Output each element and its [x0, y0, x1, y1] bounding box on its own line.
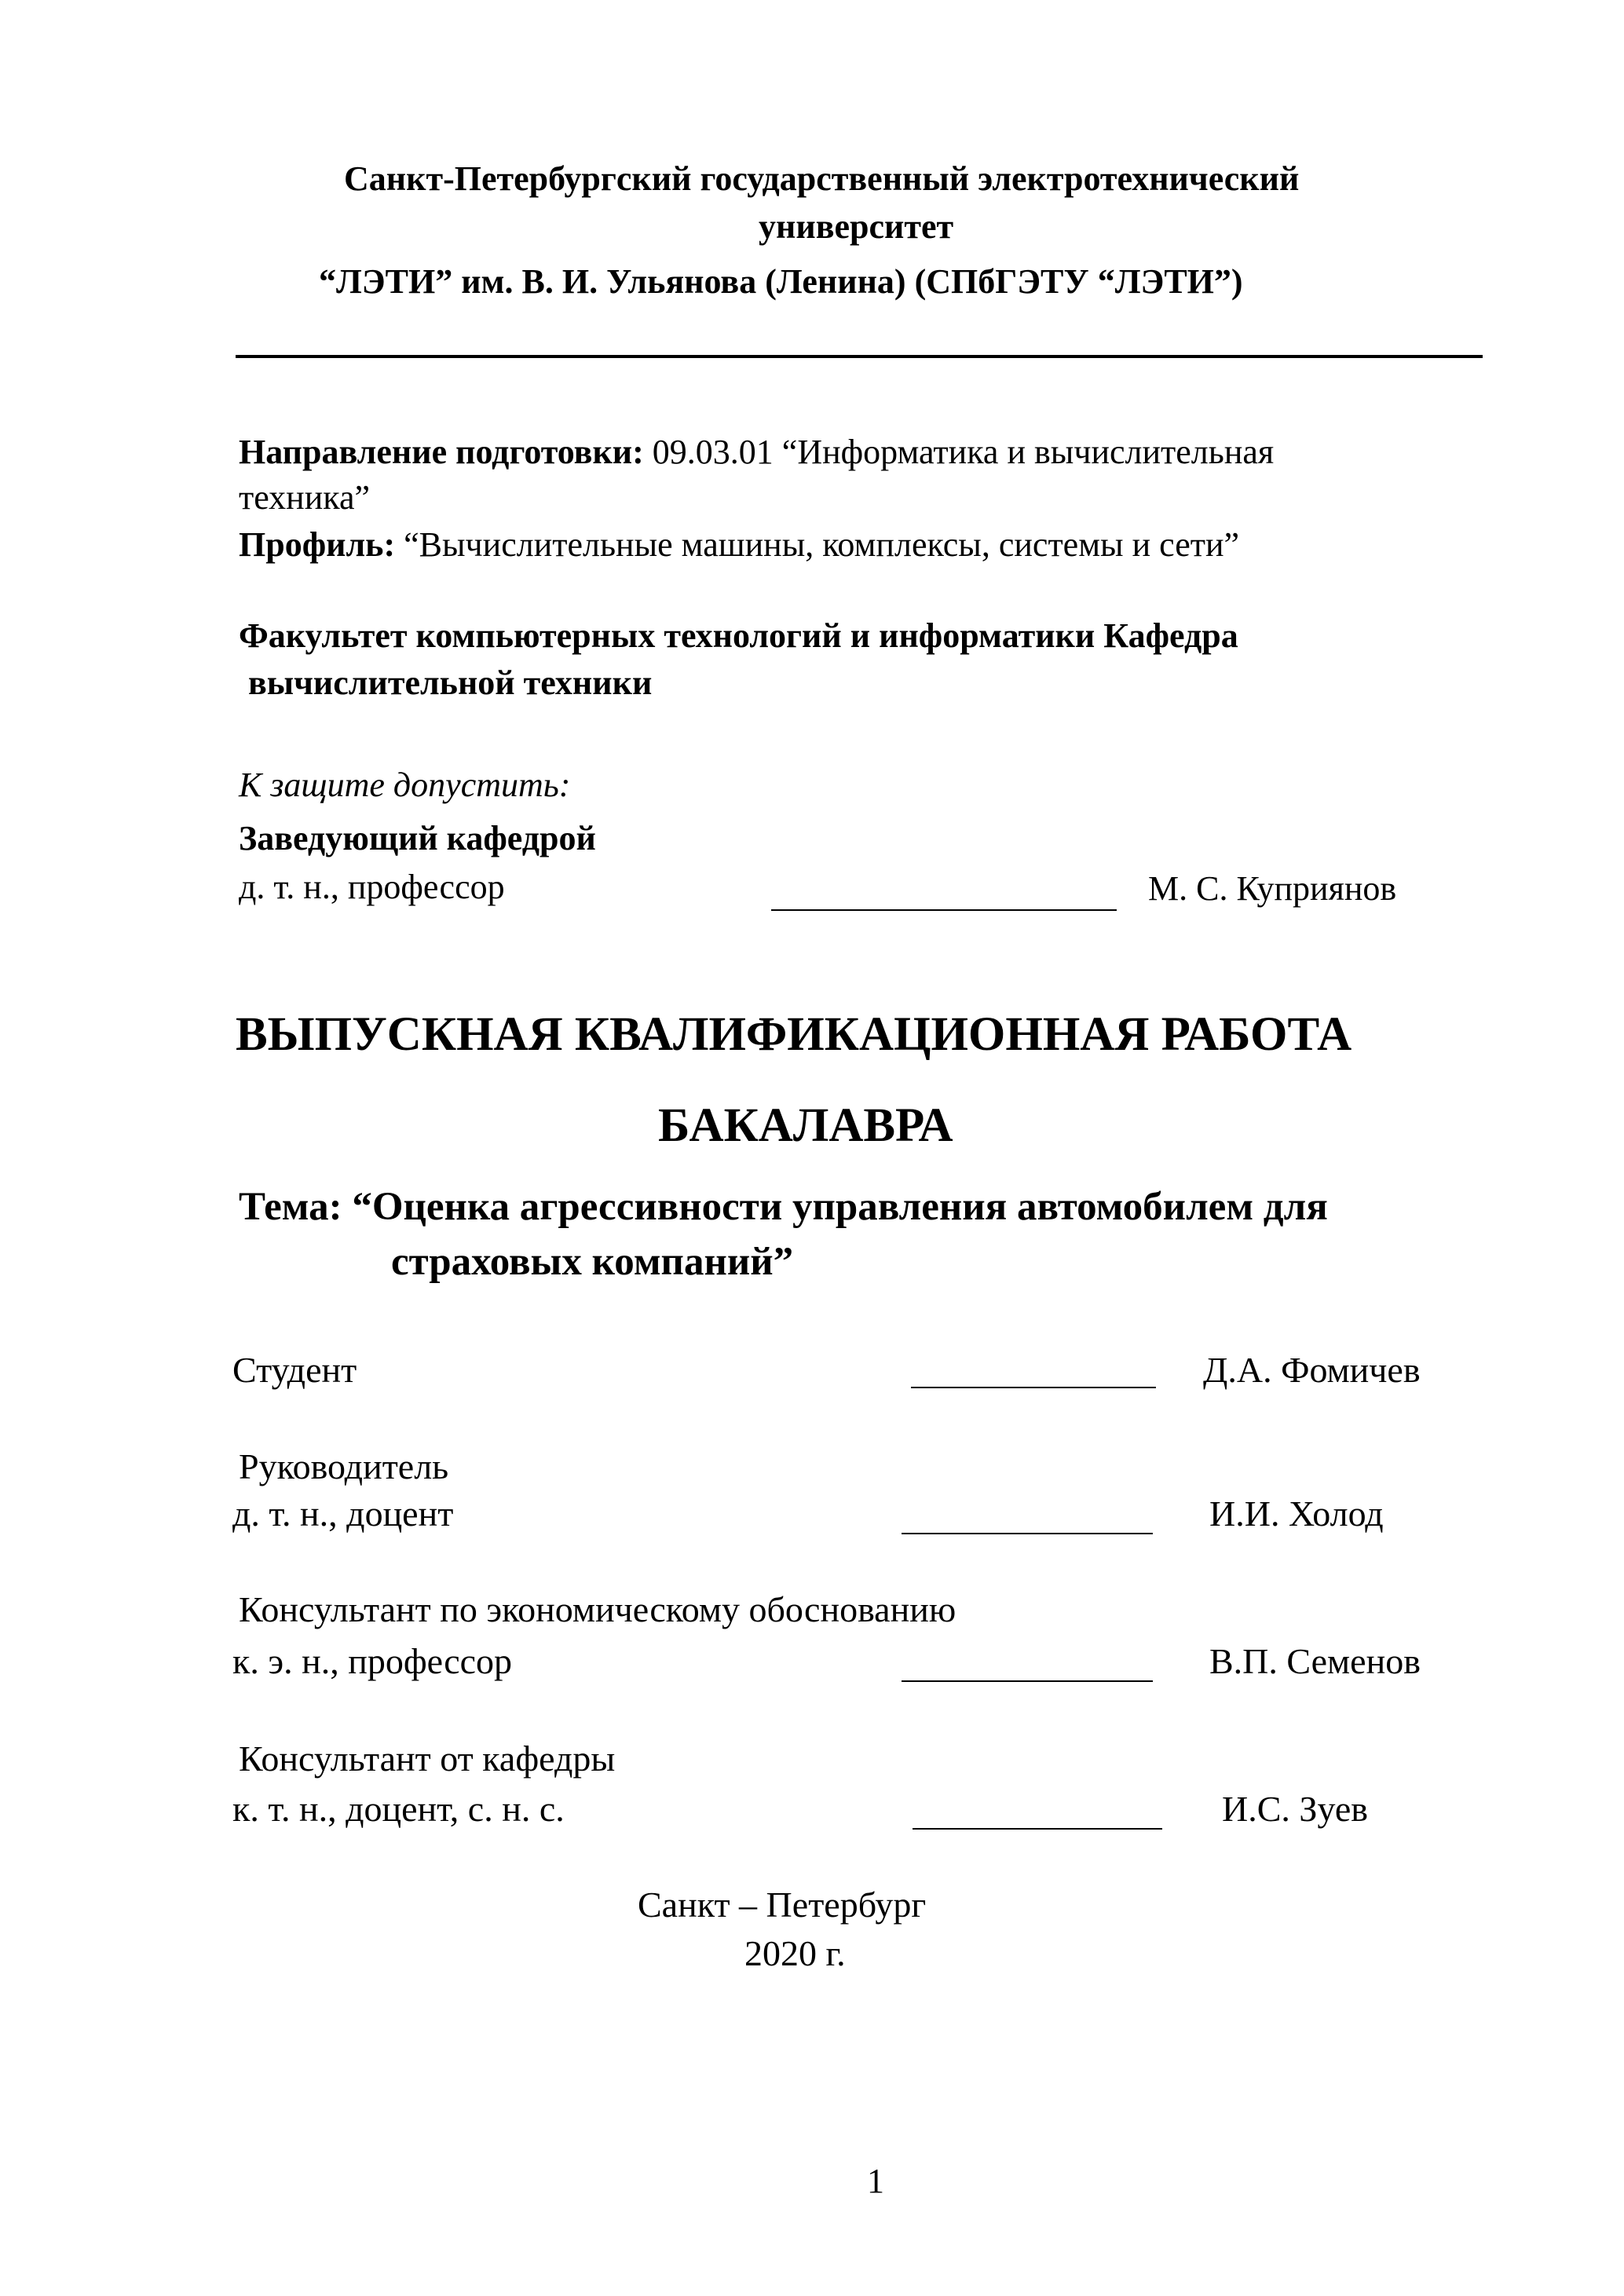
supervisor-signature-line: [902, 1533, 1153, 1534]
direction-value: 09.03.01 “Информатика и вычислительная: [643, 433, 1275, 471]
profile-value: “Вычислительные машины, комплексы, системы и сети”: [395, 525, 1240, 564]
student-role: Студент: [232, 1350, 357, 1390]
work-title-line1: ВЫПУСКНАЯ КВАЛИФИКАЦИОННАЯ РАБОТА: [236, 1008, 1352, 1061]
supervisor-role: Руководитель: [239, 1446, 449, 1486]
topic-line1: Тема: “Оценка агрессивности управления автомобилем для: [239, 1185, 1328, 1229]
admission-note: К защите допустить:: [239, 766, 571, 804]
university-name-line1: Санкт-Петербургский государственный электротехнический: [344, 159, 1300, 198]
city: Санкт – Петербург: [638, 1885, 927, 1925]
direction-line: [239, 429, 1274, 476]
admission-signature-line: [771, 909, 1117, 911]
direction-label: Направление подготовки:: [239, 433, 644, 471]
university-name-line2: университет: [759, 207, 954, 246]
direction-value-line2: техника”: [239, 478, 371, 517]
student-signature-line: [911, 1387, 1156, 1388]
profile-line: [239, 521, 1239, 569]
department-consultant-degree: к. т. н., доцент, с. н. с.: [232, 1789, 565, 1829]
department-consultant-role: Консультант от кафедры: [239, 1738, 616, 1779]
student-name: Д.А. Фомичев: [1203, 1350, 1421, 1390]
economic-consultant-role: Консультант по экономическому обоснованию: [239, 1589, 956, 1629]
supervisor-name: И.И. Холод: [1209, 1493, 1384, 1534]
economic-consultant-degree: к. э. н., профессор: [232, 1641, 513, 1681]
page-number: 1: [867, 2162, 884, 2200]
faculty-line1: Факультет компьютерных технологий и информатики Кафедра: [239, 616, 1238, 655]
faculty-line2: вычислительной техники: [248, 664, 653, 702]
university-name-line3: “ЛЭТИ” им. В. И. Ульянова (Ленина) (СПбГЭТУ “ЛЭТИ”): [319, 262, 1243, 301]
profile-label: Профиль:: [239, 525, 396, 564]
economic-consultant-name: В.П. Семенов: [1209, 1641, 1421, 1681]
topic-line2: страховых компаний”: [391, 1240, 794, 1284]
admission-role: Заведующий кафедрой: [239, 819, 596, 857]
admission-name: М. С. Куприянов: [1148, 869, 1397, 908]
work-title-line2: БАКАЛАВРА: [658, 1099, 953, 1152]
economic-consultant-signature-line: [902, 1680, 1153, 1682]
header-divider: [236, 355, 1483, 358]
department-consultant-signature-line: [913, 1828, 1162, 1830]
year: 2020 г.: [744, 1933, 846, 1973]
admission-degree: д. т. н., профессор: [239, 868, 505, 906]
supervisor-degree: д. т. н., доцент: [232, 1493, 454, 1534]
department-consultant-name: И.С. Зуев: [1222, 1789, 1368, 1829]
